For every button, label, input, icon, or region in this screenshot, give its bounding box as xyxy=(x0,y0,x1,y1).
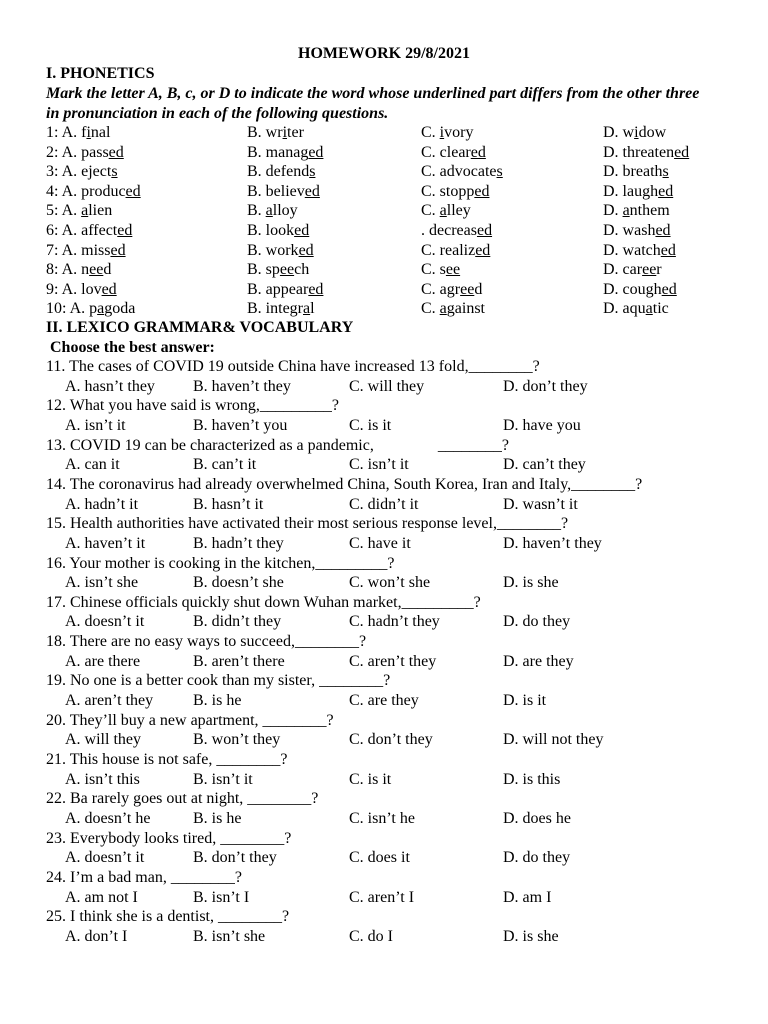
underlined-part: ed xyxy=(101,280,117,298)
option-text: D. laugh xyxy=(603,182,659,200)
phonetics-instruction: Mark the letter A, B, c, or D to indicate the word whose underlined part differs from the other three in pronunciation in each of the following questions. xyxy=(46,85,700,122)
underlined-part: ed xyxy=(298,241,314,259)
answer-option[interactable]: A. haven’t it xyxy=(65,534,146,552)
underlined-part: ed xyxy=(308,143,324,161)
answer-option[interactable]: C. have it xyxy=(349,534,411,552)
question-text: 12. What you have said is wrong,_________? xyxy=(46,397,339,415)
option-text: D. threaten xyxy=(603,143,675,161)
option-text: 6: A. affect xyxy=(46,222,118,239)
phonetics-row xyxy=(0,241,768,261)
phonetics-option[interactable] xyxy=(421,162,503,182)
underlined-part: a xyxy=(303,300,311,318)
question-row xyxy=(0,396,768,416)
option-text: tic xyxy=(652,300,669,318)
option-text: C. clear xyxy=(421,143,471,161)
answer-option[interactable]: B. don’t they xyxy=(193,849,277,867)
answer-options-row xyxy=(0,927,768,947)
underlined-part: a xyxy=(265,202,273,220)
question-text: 14. The coronavirus had already overwhelmed China, South Korea, Iran and Italy,________? xyxy=(46,475,643,493)
answer-option[interactable]: C. isn’t he xyxy=(349,809,415,827)
option-text: nal xyxy=(90,124,111,141)
question-row xyxy=(0,789,768,809)
phonetics-option[interactable] xyxy=(421,123,473,143)
phonetics-option[interactable] xyxy=(247,201,298,221)
answer-options-row xyxy=(0,809,768,829)
answer-options-row xyxy=(0,495,768,515)
phonetics-option[interactable] xyxy=(247,162,315,182)
phonetics-option[interactable] xyxy=(603,280,677,300)
underlined-part: ed xyxy=(474,182,490,200)
option-text: r xyxy=(656,261,662,279)
answer-option[interactable]: D. am I xyxy=(503,888,552,906)
option-text: D. watch xyxy=(603,241,661,259)
answer-options-row xyxy=(0,573,768,593)
underlined-part: ed xyxy=(674,143,690,161)
answer-option[interactable]: B. is he xyxy=(193,809,242,827)
answer-option[interactable]: B. won’t they xyxy=(193,731,281,749)
underlined-part: i xyxy=(282,124,288,141)
phonetics-option[interactable] xyxy=(421,182,489,202)
underlined-part: ed xyxy=(658,182,674,200)
option-text: B. manag xyxy=(247,143,309,161)
answer-option[interactable]: A. will they xyxy=(65,731,141,749)
phonetics-option[interactable] xyxy=(603,221,671,241)
option-text: D. cough xyxy=(603,280,662,298)
answer-options-row xyxy=(0,612,768,632)
option-text: C. xyxy=(421,202,440,220)
question-row xyxy=(0,632,768,652)
question-text: 16. Your mother is cooking in the kitchen,_________? xyxy=(46,554,395,572)
option-text: 5: A. xyxy=(46,202,82,220)
phonetics-option[interactable] xyxy=(46,299,135,319)
answer-option[interactable]: A. am not I xyxy=(65,888,138,906)
phonetics-option[interactable] xyxy=(247,182,320,202)
question-row xyxy=(0,750,768,770)
phonetics-option[interactable] xyxy=(46,221,132,241)
answer-option[interactable]: B. is he xyxy=(193,692,242,709)
option-text: B. integr xyxy=(247,300,303,318)
question-row xyxy=(0,514,768,534)
answer-option[interactable]: D. can’t they xyxy=(503,456,586,474)
underlined-part: ed xyxy=(108,143,124,161)
answer-option[interactable]: D. will not they xyxy=(503,731,604,749)
phonetics-option[interactable] xyxy=(46,182,141,202)
question-row xyxy=(0,554,768,574)
question-row xyxy=(0,868,768,888)
answer-option[interactable]: B. isn’t she xyxy=(193,927,266,945)
option-text: C. xyxy=(421,300,440,318)
option-text: D. wash xyxy=(603,222,656,239)
phonetics-option[interactable] xyxy=(603,299,669,319)
answer-option[interactable]: B. can’t it xyxy=(193,456,257,474)
answer-option[interactable]: B. haven’t they xyxy=(193,377,291,395)
section-grammar-heading: II. LEXICO GRAMMAR& VOCABULARY xyxy=(46,319,354,336)
option-text: C. advocate xyxy=(421,163,497,181)
answer-options-row xyxy=(0,377,768,397)
answer-options-row xyxy=(0,691,768,711)
underlined-part: ee xyxy=(460,280,475,298)
answer-options-row xyxy=(0,416,768,436)
option-text: B. wr xyxy=(247,124,283,141)
answer-option[interactable]: C. didn’t it xyxy=(349,495,419,513)
option-text: D. breath xyxy=(603,163,663,181)
answer-option[interactable]: D. have you xyxy=(503,416,581,434)
phonetics-option[interactable] xyxy=(46,280,117,300)
answer-option[interactable]: A. isn’t it xyxy=(65,416,126,434)
grammar-subheading: Choose the best answer: xyxy=(50,339,215,356)
question-row xyxy=(0,829,768,849)
answer-option[interactable]: D. do they xyxy=(503,613,571,631)
phonetics-option[interactable] xyxy=(421,143,486,163)
answer-options-row xyxy=(0,848,768,868)
answer-option[interactable]: C. hadn’t they xyxy=(349,613,440,631)
option-text: B. sp xyxy=(247,261,280,279)
phonetics-option[interactable] xyxy=(46,201,112,221)
phonetics-option[interactable] xyxy=(421,280,482,300)
option-text: 1: A. f xyxy=(46,124,87,141)
answer-option[interactable]: C. are they xyxy=(349,692,419,709)
underlined-part: ed xyxy=(475,241,491,259)
answer-option[interactable]: D. are they xyxy=(503,652,574,670)
phonetics-option[interactable] xyxy=(46,143,124,163)
underlined-part: s xyxy=(662,163,669,181)
phonetics-row xyxy=(0,182,768,202)
underlined-part: ed xyxy=(117,222,133,239)
underlined-part: i xyxy=(634,124,639,141)
underlined-part: ed xyxy=(110,241,126,259)
phonetics-option[interactable] xyxy=(421,260,460,280)
question-text: 25. I think she is a dentist, ________? xyxy=(46,908,290,926)
answer-option[interactable]: D. is she xyxy=(503,574,559,592)
answer-option[interactable]: A. isn’t she xyxy=(65,574,139,592)
underlined-part: a xyxy=(439,202,447,220)
answer-options-row xyxy=(0,652,768,672)
phonetics-option[interactable] xyxy=(421,241,490,261)
question-text: 17. Chinese officials quickly shut down Wuhan market,_________? xyxy=(46,593,481,611)
page-title: HOMEWORK 29/8/2021 xyxy=(298,45,470,62)
underlined-part: ed xyxy=(661,280,677,298)
option-text: ch xyxy=(294,261,310,279)
question-text: 19. No one is a better cook than my sister, ________? xyxy=(46,672,391,690)
question-row xyxy=(0,436,768,456)
underlined-part: ed xyxy=(470,143,486,161)
answer-option[interactable]: D. does he xyxy=(503,809,571,827)
option-text: d xyxy=(103,261,112,279)
underlined-part: s xyxy=(111,163,118,181)
underlined-part: i xyxy=(86,124,91,141)
option-text: B. believ xyxy=(247,182,305,200)
option-text: lien xyxy=(88,202,113,220)
underlined-part: a xyxy=(81,202,89,220)
option-text: 10: A. p xyxy=(46,300,98,318)
phonetics-option[interactable] xyxy=(247,299,315,319)
phonetics-option[interactable] xyxy=(603,182,673,202)
question-row xyxy=(0,357,768,377)
phonetics-option[interactable] xyxy=(46,162,118,182)
option-text: C. agr xyxy=(421,280,461,298)
question-text: 11. The cases of COVID 19 outside China have increased 13 fold,________? xyxy=(46,358,540,375)
phonetics-option[interactable] xyxy=(421,221,492,241)
phonetics-row xyxy=(0,299,768,319)
option-text: D. car xyxy=(603,261,643,279)
question-text: 21. This house is not safe, ________? xyxy=(46,751,288,768)
underlined-part: i xyxy=(439,124,445,141)
question-row xyxy=(0,711,768,731)
phonetics-option[interactable] xyxy=(603,143,689,163)
phonetics-option[interactable] xyxy=(46,260,111,280)
underlined-part: a xyxy=(622,202,630,220)
phonetics-option[interactable] xyxy=(247,260,309,280)
underlined-part: a xyxy=(439,300,447,318)
phonetics-option[interactable] xyxy=(247,280,323,300)
phonetics-option[interactable] xyxy=(603,201,670,221)
answer-option[interactable]: C. don’t they xyxy=(349,731,433,749)
option-text: C. xyxy=(421,124,440,141)
question-text: 22. Ba rarely goes out at night, ________? xyxy=(46,790,319,808)
underlined-part: ed xyxy=(660,241,676,259)
phonetics-option[interactable] xyxy=(421,299,485,319)
option-text: 7: A. miss xyxy=(46,241,111,259)
answer-option[interactable]: A. doesn’t it xyxy=(65,613,145,631)
answer-option[interactable]: C. will they xyxy=(349,377,425,395)
phonetics-option[interactable] xyxy=(603,241,676,261)
answer-option[interactable]: D. is she xyxy=(503,927,559,945)
option-text: B. work xyxy=(247,241,299,259)
answer-option[interactable]: A. doesn’t he xyxy=(65,809,151,827)
answer-option[interactable]: B. hasn’t it xyxy=(193,495,264,513)
option-text: dow xyxy=(638,124,667,141)
answer-option[interactable]: C. does it xyxy=(349,849,410,867)
underlined-part: ed xyxy=(304,182,320,200)
phonetics-row xyxy=(0,143,768,163)
answer-option[interactable]: D. wasn’t it xyxy=(503,495,578,513)
option-text: B. look xyxy=(247,222,295,239)
question-row xyxy=(0,475,768,495)
option-text: . decreas xyxy=(421,222,477,239)
underlined-part: ed xyxy=(308,280,324,298)
answer-option[interactable]: D. is this xyxy=(503,770,561,788)
answer-options-row xyxy=(0,455,768,475)
question-text: 20. They’ll buy a new apartment, ________? xyxy=(46,711,334,729)
phonetics-option[interactable] xyxy=(603,162,669,182)
option-text: 8: A. n xyxy=(46,261,90,279)
option-text: nthem xyxy=(629,202,670,220)
answer-option[interactable]: C. isn’t it xyxy=(349,456,409,474)
option-text: 4: A. produc xyxy=(46,182,126,200)
phonetics-option[interactable] xyxy=(247,123,304,143)
option-text: goda xyxy=(104,300,136,318)
phonetics-row xyxy=(0,123,768,143)
underlined-part: a xyxy=(97,300,105,318)
answer-options-row xyxy=(0,888,768,908)
option-text: B. xyxy=(247,202,266,220)
answer-option[interactable]: C. do I xyxy=(349,927,393,945)
question-text: 18. There are no easy ways to succeed,________? xyxy=(46,633,367,651)
phonetics-option[interactable] xyxy=(421,201,471,221)
phonetics-row xyxy=(0,280,768,300)
underlined-part: ed xyxy=(294,222,310,239)
answer-option[interactable]: A. don’t I xyxy=(65,927,128,945)
answer-option[interactable]: D. haven’t they xyxy=(503,534,602,552)
phonetics-row xyxy=(0,201,768,221)
option-text: lloy xyxy=(272,202,298,220)
question-text: 23. Everybody looks tired, ________? xyxy=(46,829,292,847)
underlined-part: ee xyxy=(89,261,104,279)
option-text: 2: A. pass xyxy=(46,143,109,161)
option-text: C. stopp xyxy=(421,182,475,200)
answer-option[interactable]: D. is it xyxy=(503,692,547,709)
section-phonetics-heading: I. PHONETICS xyxy=(46,65,155,82)
option-text: B. defend xyxy=(247,163,310,181)
phonetics-option[interactable] xyxy=(247,143,323,163)
option-text: B. appear xyxy=(247,280,309,298)
answer-option[interactable]: B. isn’t it xyxy=(193,770,253,788)
answer-option[interactable]: A. doesn’t it xyxy=(65,849,145,867)
question-text: 13. COVID 19 can be characterized as a pandemic, ________? xyxy=(46,436,509,454)
phonetics-row xyxy=(0,162,768,182)
question-row xyxy=(0,907,768,927)
option-text: D. aqu xyxy=(603,300,646,318)
option-text: D. xyxy=(603,202,623,220)
option-text: 9: A. lov xyxy=(46,280,102,298)
underlined-part: ed xyxy=(476,222,493,239)
underlined-part: ed xyxy=(655,222,671,239)
answer-option[interactable]: A. isn’t this xyxy=(65,770,140,788)
option-text: d xyxy=(474,280,483,298)
answer-option[interactable]: C. won’t she xyxy=(349,574,431,592)
phonetics-option[interactable] xyxy=(247,221,309,241)
option-text: vory xyxy=(444,124,474,141)
option-text: ter xyxy=(287,124,304,141)
answer-option[interactable]: A. can it xyxy=(65,456,120,474)
answer-option[interactable]: B. doesn’t she xyxy=(193,574,284,592)
option-text: 3: A. eject xyxy=(46,163,112,181)
answer-options-row xyxy=(0,534,768,554)
underlined-part: ee xyxy=(279,261,295,279)
answer-option[interactable]: B. haven’t you xyxy=(193,416,288,434)
answer-option[interactable]: C. aren’t I xyxy=(349,888,415,906)
option-text: C. realiz xyxy=(421,241,476,259)
answer-option[interactable]: B. hadn’t they xyxy=(193,534,284,552)
underlined-part: a xyxy=(645,300,653,318)
option-text: l xyxy=(310,300,315,318)
phonetics-row xyxy=(0,260,768,280)
phonetics-option[interactable] xyxy=(247,241,314,261)
option-text: C. s xyxy=(421,261,446,279)
underlined-part: ee xyxy=(445,261,461,279)
phonetics-option[interactable] xyxy=(46,241,126,261)
answer-options-row xyxy=(0,730,768,750)
question-row xyxy=(0,593,768,613)
option-text: lley xyxy=(446,202,471,220)
underlined-part: s xyxy=(496,163,503,181)
phonetics-option[interactable] xyxy=(603,123,666,143)
underlined-part: ed xyxy=(125,182,141,200)
answer-option[interactable]: A. hadn’t it xyxy=(65,495,139,513)
underlined-part: ee xyxy=(642,261,657,279)
question-row xyxy=(0,671,768,691)
phonetics-option[interactable] xyxy=(46,123,110,143)
underlined-part: s xyxy=(309,163,316,181)
answer-options-row xyxy=(0,770,768,790)
answer-option[interactable]: D. don’t they xyxy=(503,377,588,395)
answer-option[interactable]: D. do they xyxy=(503,849,571,867)
phonetics-option[interactable] xyxy=(603,260,662,280)
question-text: 24. I’m a bad man, ________? xyxy=(46,868,242,886)
answer-option[interactable]: A. are there xyxy=(65,652,141,670)
answer-option[interactable]: B. isn’t I xyxy=(193,888,250,906)
answer-option[interactable]: A. hasn’t they xyxy=(65,377,155,395)
option-text: D. w xyxy=(603,124,635,141)
answer-option[interactable]: C. is it xyxy=(349,770,392,788)
phonetics-row xyxy=(0,221,768,241)
answer-option[interactable]: B. aren’t there xyxy=(193,652,285,670)
answer-option[interactable]: C. aren’t they xyxy=(349,652,437,670)
answer-option[interactable]: B. didn’t they xyxy=(193,613,282,631)
answer-option[interactable]: A. aren’t they xyxy=(65,692,154,709)
question-text: 15. Health authorities have activated their most serious response level,________? xyxy=(46,515,569,533)
answer-option[interactable]: C. is it xyxy=(349,416,392,434)
option-text: gainst xyxy=(446,300,485,318)
